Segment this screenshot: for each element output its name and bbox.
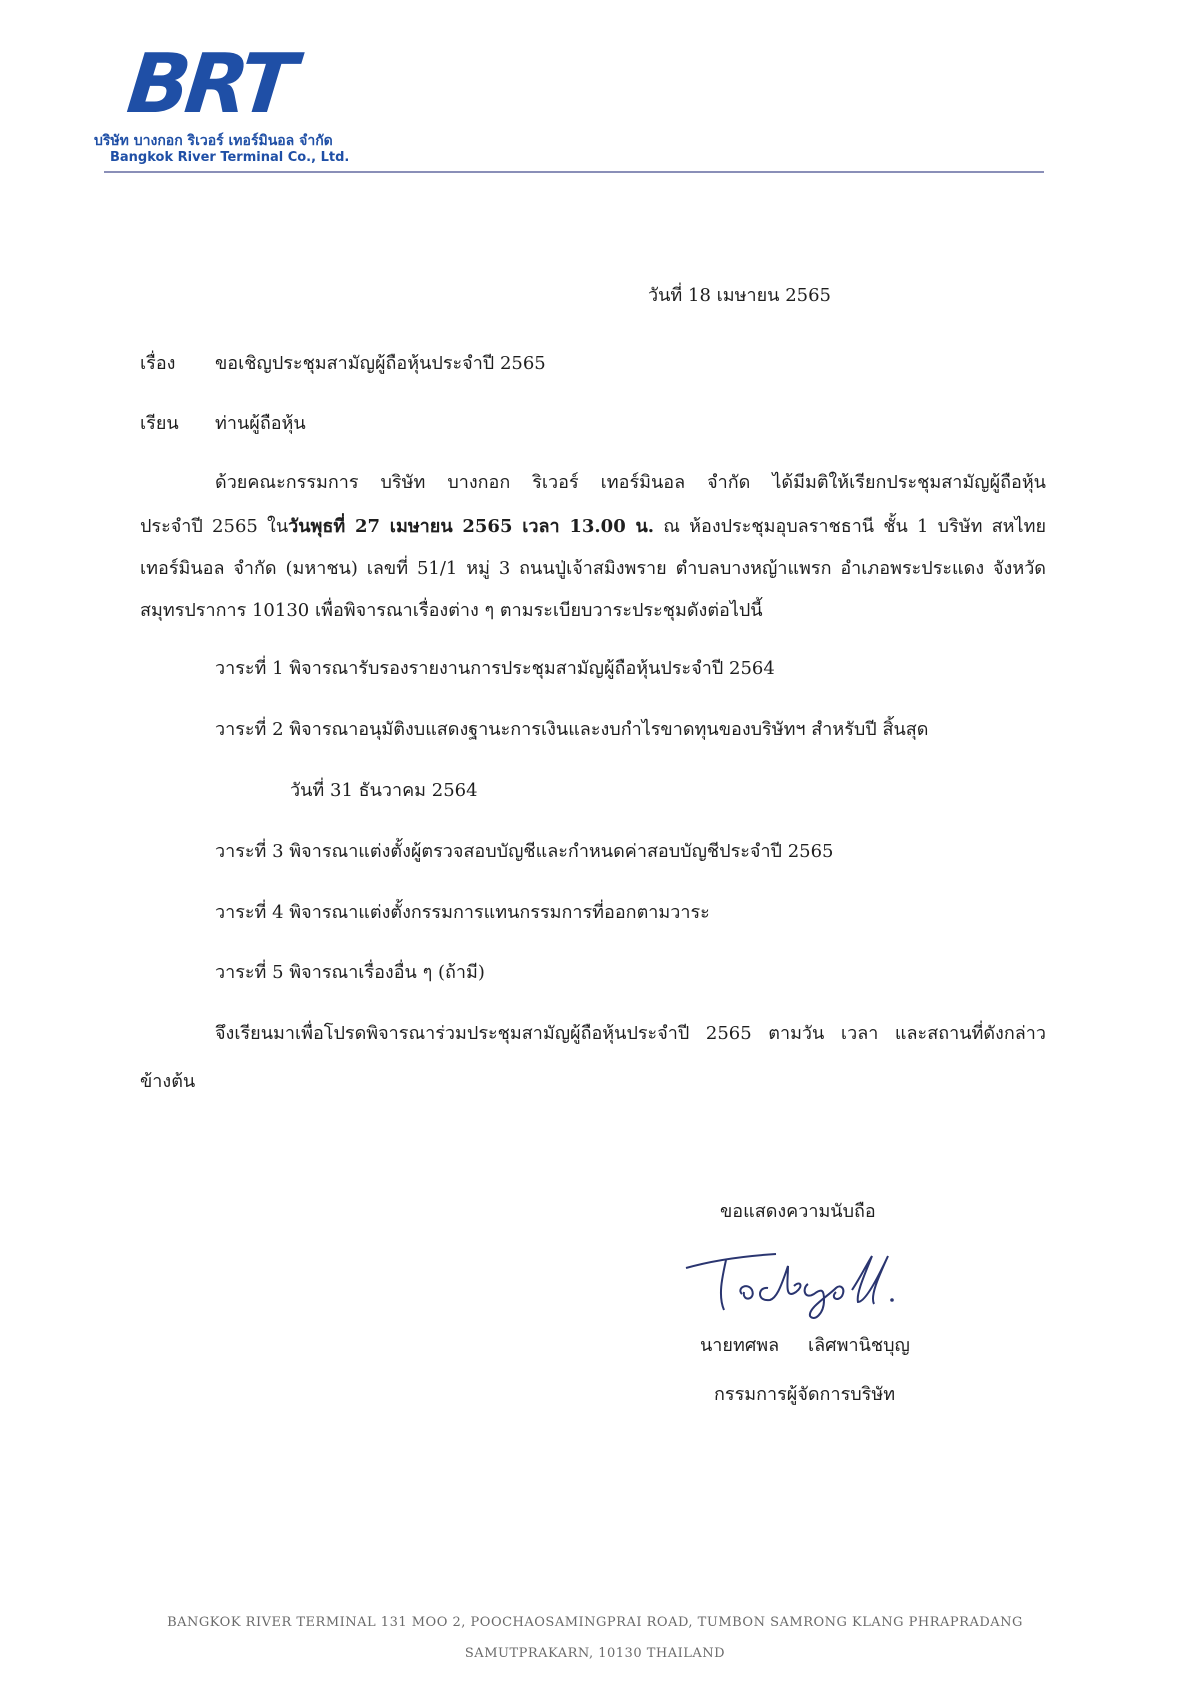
body-line-2-end: ณ ห้องประชุมอุบลราชธานี ชั้น 1 บริษัท สหไทย [654,516,1047,537]
body-line-3: เทอร์มินอล จำกัด (มหาชน) เลขที่ 51/1 หมู่ 3 ถนนปู่เจ้าสมิงพราย ตำบลบางหญ้าแพรก อำเภอพระประแดง จังหวัด [140,558,1046,579]
body-line-2-start: ประจำปี 2565 ใน [140,516,289,537]
body-line-1: ด้วยคณะกรรมการ บริษัท บางกอก ริเวอร์ เทอร์มินอล จำกัด ได้มีมติให้เรียกประชุมสามัญผู้ถือหุ้น [215,472,1046,493]
agenda-item-1: วาระที่ 1 พิจารณารับรองรายงานการประชุมสามัญผู้ถือหุ้นประจำปี 2564 [215,658,775,679]
company-logo: BRT [123,37,296,132]
company-name-english: Bangkok River Terminal Co., Ltd. [110,150,350,165]
handwritten-signature [684,1248,904,1328]
recipient-label: เรียน [140,413,179,434]
agenda-item-4: วาระที่ 4 พิจารณาแต่งตั้งกรรมการแทนกรรมการที่ออกตามวาระ [215,902,710,923]
signer-first-name: นายทศพล [700,1335,780,1356]
subject-label: เรื่อง [140,353,176,374]
conclusion-line-1: จึงเรียนมาเพื่อโปรดพิจารณาร่วมประชุมสามัญผู้ถือหุ้นประจำปี 2565 ตามวัน เวลา และสถานที่ดังกล่าว [215,1023,1046,1044]
company-name-thai: บริษัท บางกอก ริเวอร์ เทอร์มินอล จำกัด [94,133,333,149]
meeting-datetime: วันพุธที่ 27 เมษายน 2565 เวลา 13.00 น. [288,516,655,537]
letter-date: วันที่ 18 เมษายน 2565 [648,285,831,306]
agenda-item-3: วาระที่ 3 พิจารณาแต่งตั้งผู้ตรวจสอบบัญชีและกำหนดค่าสอบบัญชีประจำปี 2565 [215,841,834,862]
header-divider [104,171,1044,173]
closing-salutation: ขอแสดงความนับถือ [720,1201,876,1222]
recipient-text: ท่านผู้ถือหุ้น [215,413,306,434]
subject-text: ขอเชิญประชุมสามัญผู้ถือหุ้นประจำปี 2565 [215,353,546,374]
agenda-item-2: วาระที่ 2 พิจารณาอนุมัติงบแสดงฐานะการเงินและงบกำไรขาดทุนของบริษัทฯ สำหรับปี สิ้นสุด [215,719,929,740]
conclusion-line-2: ข้างต้น [140,1071,196,1092]
body-line-2 [140,514,1046,539]
footer-line-2: SAMUTPRAKARN, 10130 THAILAND [464,1646,726,1661]
body-line-4: สมุทรปราการ 10130 เพื่อพิจารณาเรื่องต่าง ๆ ตามระเบียบวาระประชุมดังต่อไปนี้ [140,600,763,621]
signature-text [0,0,1,1]
footer-line-1: BANGKOK RIVER TERMINAL 131 MOO 2, POOCHAOSAMINGPRAI ROAD, TUMBON SAMRONG KLANG PHRAPRADANG [167,1615,1023,1630]
agenda-item-5: วาระที่ 5 พิจารณาเรื่องอื่น ๆ (ถ้ามี) [215,962,485,983]
signer-last-name: เลิศพานิชบุญ [808,1335,910,1356]
agenda-item-2-continuation: วันที่ 31 ธันวาคม 2564 [290,780,478,801]
signer-position: กรรมการผู้จัดการบริษัท [714,1384,896,1405]
